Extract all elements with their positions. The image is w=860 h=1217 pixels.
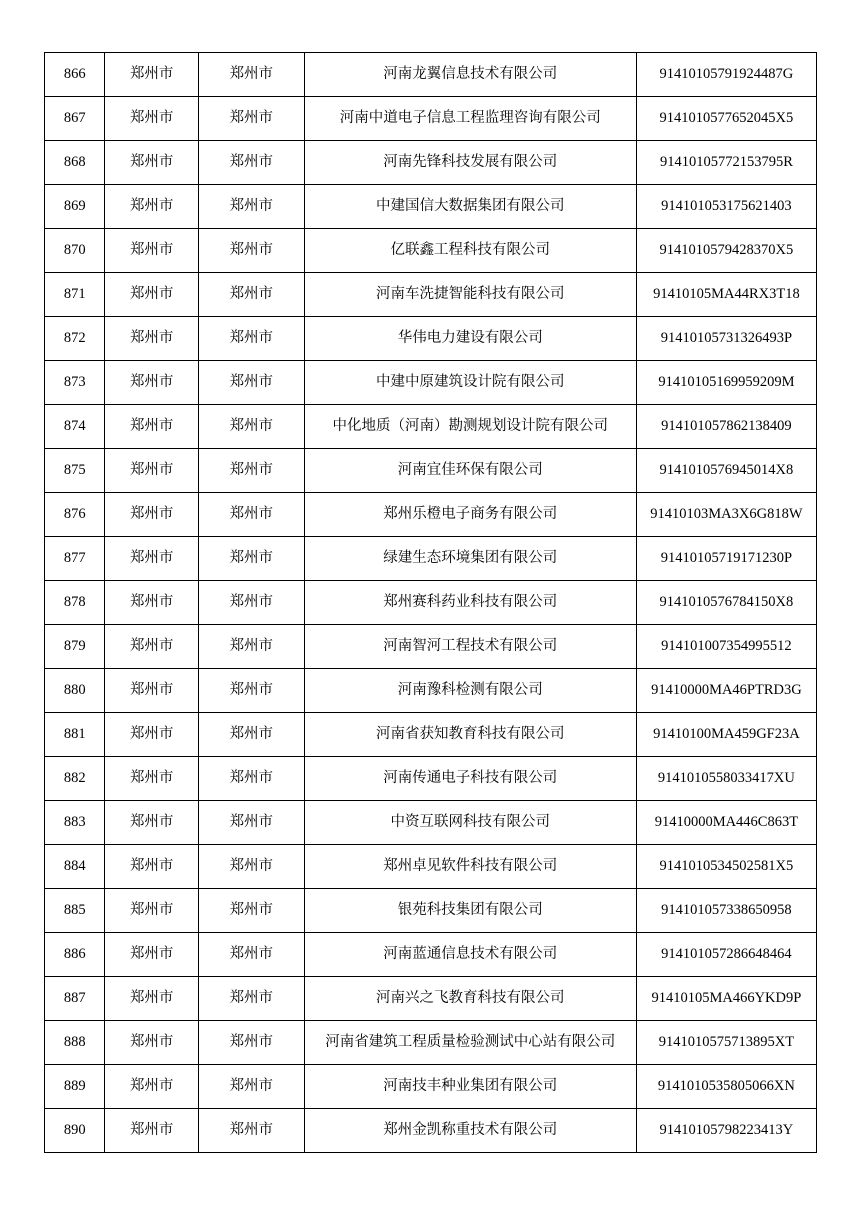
row-credit-code: 9141010535805066XN [636, 1065, 816, 1109]
row-credit-code: 91410105719171230P [636, 537, 816, 581]
row-credit-code: 9141010575713895XT [636, 1021, 816, 1065]
row-number: 883 [45, 801, 105, 845]
row-company-name: 中建国信大数据集团有限公司 [304, 185, 636, 229]
row-district: 郑州市 [198, 317, 304, 361]
row-company-name: 华伟电力建设有限公司 [304, 317, 636, 361]
row-district: 郑州市 [198, 1109, 304, 1153]
row-district: 郑州市 [198, 845, 304, 889]
row-credit-code: 9141010576784150X8 [636, 581, 816, 625]
row-city: 郑州市 [105, 889, 199, 933]
table-row [45, 273, 817, 317]
row-district: 郑州市 [198, 97, 304, 141]
row-company-name: 郑州卓见软件科技有限公司 [304, 845, 636, 889]
row-district: 郑州市 [198, 1021, 304, 1065]
row-company-name: 绿建生态环境集团有限公司 [304, 537, 636, 581]
row-district: 郑州市 [198, 361, 304, 405]
row-city: 郑州市 [105, 317, 199, 361]
row-company-name: 河南豫科检测有限公司 [304, 669, 636, 713]
row-number: 867 [45, 97, 105, 141]
row-city: 郑州市 [105, 405, 199, 449]
row-credit-code: 91410105772153795R [636, 141, 816, 185]
row-company-name: 河南蓝通信息技术有限公司 [304, 933, 636, 977]
table-row [45, 1065, 817, 1109]
row-company-name: 河南传通电子科技有限公司 [304, 757, 636, 801]
row-credit-code: 914101053175621403 [636, 185, 816, 229]
row-district: 郑州市 [198, 713, 304, 757]
row-district: 郑州市 [198, 493, 304, 537]
row-district: 郑州市 [198, 933, 304, 977]
row-company-name: 中资互联网科技有限公司 [304, 801, 636, 845]
row-city: 郑州市 [105, 53, 199, 97]
row-city: 郑州市 [105, 141, 199, 185]
table-row [45, 1021, 817, 1065]
row-company-name: 河南智河工程技术有限公司 [304, 625, 636, 669]
row-number: 882 [45, 757, 105, 801]
table-row [45, 933, 817, 977]
row-city: 郑州市 [105, 273, 199, 317]
row-city: 郑州市 [105, 669, 199, 713]
table-row [45, 537, 817, 581]
company-roster-table [44, 52, 817, 1153]
table-row [45, 361, 817, 405]
table-row [45, 669, 817, 713]
row-company-name: 郑州金凯称重技术有限公司 [304, 1109, 636, 1153]
row-company-name: 河南兴之飞教育科技有限公司 [304, 977, 636, 1021]
row-city: 郑州市 [105, 493, 199, 537]
row-company-name: 中化地质（河南）勘测规划设计院有限公司 [304, 405, 636, 449]
row-city: 郑州市 [105, 625, 199, 669]
row-credit-code: 914101007354995512 [636, 625, 816, 669]
table-row [45, 889, 817, 933]
row-district: 郑州市 [198, 625, 304, 669]
table-row [45, 757, 817, 801]
row-company-name: 河南技丰种业集团有限公司 [304, 1065, 636, 1109]
row-credit-code: 9141010577652045X5 [636, 97, 816, 141]
row-company-name: 河南先锋科技发展有限公司 [304, 141, 636, 185]
row-number: 886 [45, 933, 105, 977]
row-district: 郑州市 [198, 669, 304, 713]
row-company-name: 河南省建筑工程质量检验测试中心站有限公司 [304, 1021, 636, 1065]
row-district: 郑州市 [198, 185, 304, 229]
row-company-name: 河南宜佳环保有限公司 [304, 449, 636, 493]
row-district: 郑州市 [198, 273, 304, 317]
row-credit-code: 9141010579428370X5 [636, 229, 816, 273]
row-credit-code: 91410105169959209M [636, 361, 816, 405]
row-number: 872 [45, 317, 105, 361]
row-district: 郑州市 [198, 889, 304, 933]
row-number: 874 [45, 405, 105, 449]
row-district: 郑州市 [198, 405, 304, 449]
table-row [45, 713, 817, 757]
row-number: 881 [45, 713, 105, 757]
row-number: 888 [45, 1021, 105, 1065]
row-district: 郑州市 [198, 757, 304, 801]
row-number: 880 [45, 669, 105, 713]
row-city: 郑州市 [105, 1065, 199, 1109]
row-district: 郑州市 [198, 581, 304, 625]
row-number: 887 [45, 977, 105, 1021]
row-number: 871 [45, 273, 105, 317]
row-credit-code: 91410105731326493P [636, 317, 816, 361]
table-row [45, 977, 817, 1021]
row-city: 郑州市 [105, 977, 199, 1021]
row-company-name: 亿联鑫工程科技有限公司 [304, 229, 636, 273]
table-row [45, 317, 817, 361]
row-company-name: 河南中道电子信息工程监理咨询有限公司 [304, 97, 636, 141]
row-city: 郑州市 [105, 845, 199, 889]
row-credit-code: 91410105MA466YKD9P [636, 977, 816, 1021]
row-city: 郑州市 [105, 713, 199, 757]
row-city: 郑州市 [105, 1109, 199, 1153]
row-company-name: 银苑科技集团有限公司 [304, 889, 636, 933]
table-row [45, 229, 817, 273]
table-row [45, 581, 817, 625]
row-district: 郑州市 [198, 229, 304, 273]
row-number: 873 [45, 361, 105, 405]
row-district: 郑州市 [198, 53, 304, 97]
row-city: 郑州市 [105, 361, 199, 405]
row-number: 868 [45, 141, 105, 185]
row-credit-code: 914101057338650958 [636, 889, 816, 933]
row-district: 郑州市 [198, 1065, 304, 1109]
row-credit-code: 91410105MA44RX3T18 [636, 273, 816, 317]
row-number: 876 [45, 493, 105, 537]
row-company-name: 河南省获知教育科技有限公司 [304, 713, 636, 757]
row-city: 郑州市 [105, 1021, 199, 1065]
row-company-name: 河南车洗捷智能科技有限公司 [304, 273, 636, 317]
row-district: 郑州市 [198, 449, 304, 493]
row-credit-code: 91410100MA459GF23A [636, 713, 816, 757]
row-credit-code: 914101057862138409 [636, 405, 816, 449]
row-credit-code: 9141010576945014X8 [636, 449, 816, 493]
row-city: 郑州市 [105, 97, 199, 141]
row-credit-code: 91410105791924487G [636, 53, 816, 97]
row-company-name: 郑州赛科药业科技有限公司 [304, 581, 636, 625]
table-row [45, 53, 817, 97]
row-number: 878 [45, 581, 105, 625]
row-city: 郑州市 [105, 449, 199, 493]
table-row [45, 185, 817, 229]
row-credit-code: 9141010558033417XU [636, 757, 816, 801]
row-city: 郑州市 [105, 933, 199, 977]
row-city: 郑州市 [105, 801, 199, 845]
row-number: 870 [45, 229, 105, 273]
row-credit-code: 91410105798223413Y [636, 1109, 816, 1153]
table-row [45, 141, 817, 185]
row-number: 885 [45, 889, 105, 933]
table-row [45, 845, 817, 889]
row-number: 879 [45, 625, 105, 669]
row-city: 郑州市 [105, 229, 199, 273]
row-city: 郑州市 [105, 537, 199, 581]
row-city: 郑州市 [105, 185, 199, 229]
table-row [45, 493, 817, 537]
row-number: 890 [45, 1109, 105, 1153]
row-company-name: 河南龙翼信息技术有限公司 [304, 53, 636, 97]
row-number: 866 [45, 53, 105, 97]
row-number: 875 [45, 449, 105, 493]
row-number: 877 [45, 537, 105, 581]
row-number: 889 [45, 1065, 105, 1109]
row-district: 郑州市 [198, 801, 304, 845]
table-row [45, 1109, 817, 1153]
row-number: 884 [45, 845, 105, 889]
row-company-name: 郑州乐橙电子商务有限公司 [304, 493, 636, 537]
row-city: 郑州市 [105, 581, 199, 625]
table-row [45, 449, 817, 493]
row-district: 郑州市 [198, 141, 304, 185]
table-row [45, 405, 817, 449]
row-credit-code: 91410000MA446C863T [636, 801, 816, 845]
row-company-name: 中建中原建筑设计院有限公司 [304, 361, 636, 405]
table-row [45, 801, 817, 845]
row-district: 郑州市 [198, 977, 304, 1021]
row-credit-code: 9141010534502581X5 [636, 845, 816, 889]
row-credit-code: 91410000MA46PTRD3G [636, 669, 816, 713]
roster-body [45, 53, 817, 1153]
table-row [45, 625, 817, 669]
row-district: 郑州市 [198, 537, 304, 581]
row-number: 869 [45, 185, 105, 229]
row-credit-code: 91410103MA3X6G818W [636, 493, 816, 537]
row-city: 郑州市 [105, 757, 199, 801]
table-row [45, 97, 817, 141]
row-credit-code: 914101057286648464 [636, 933, 816, 977]
